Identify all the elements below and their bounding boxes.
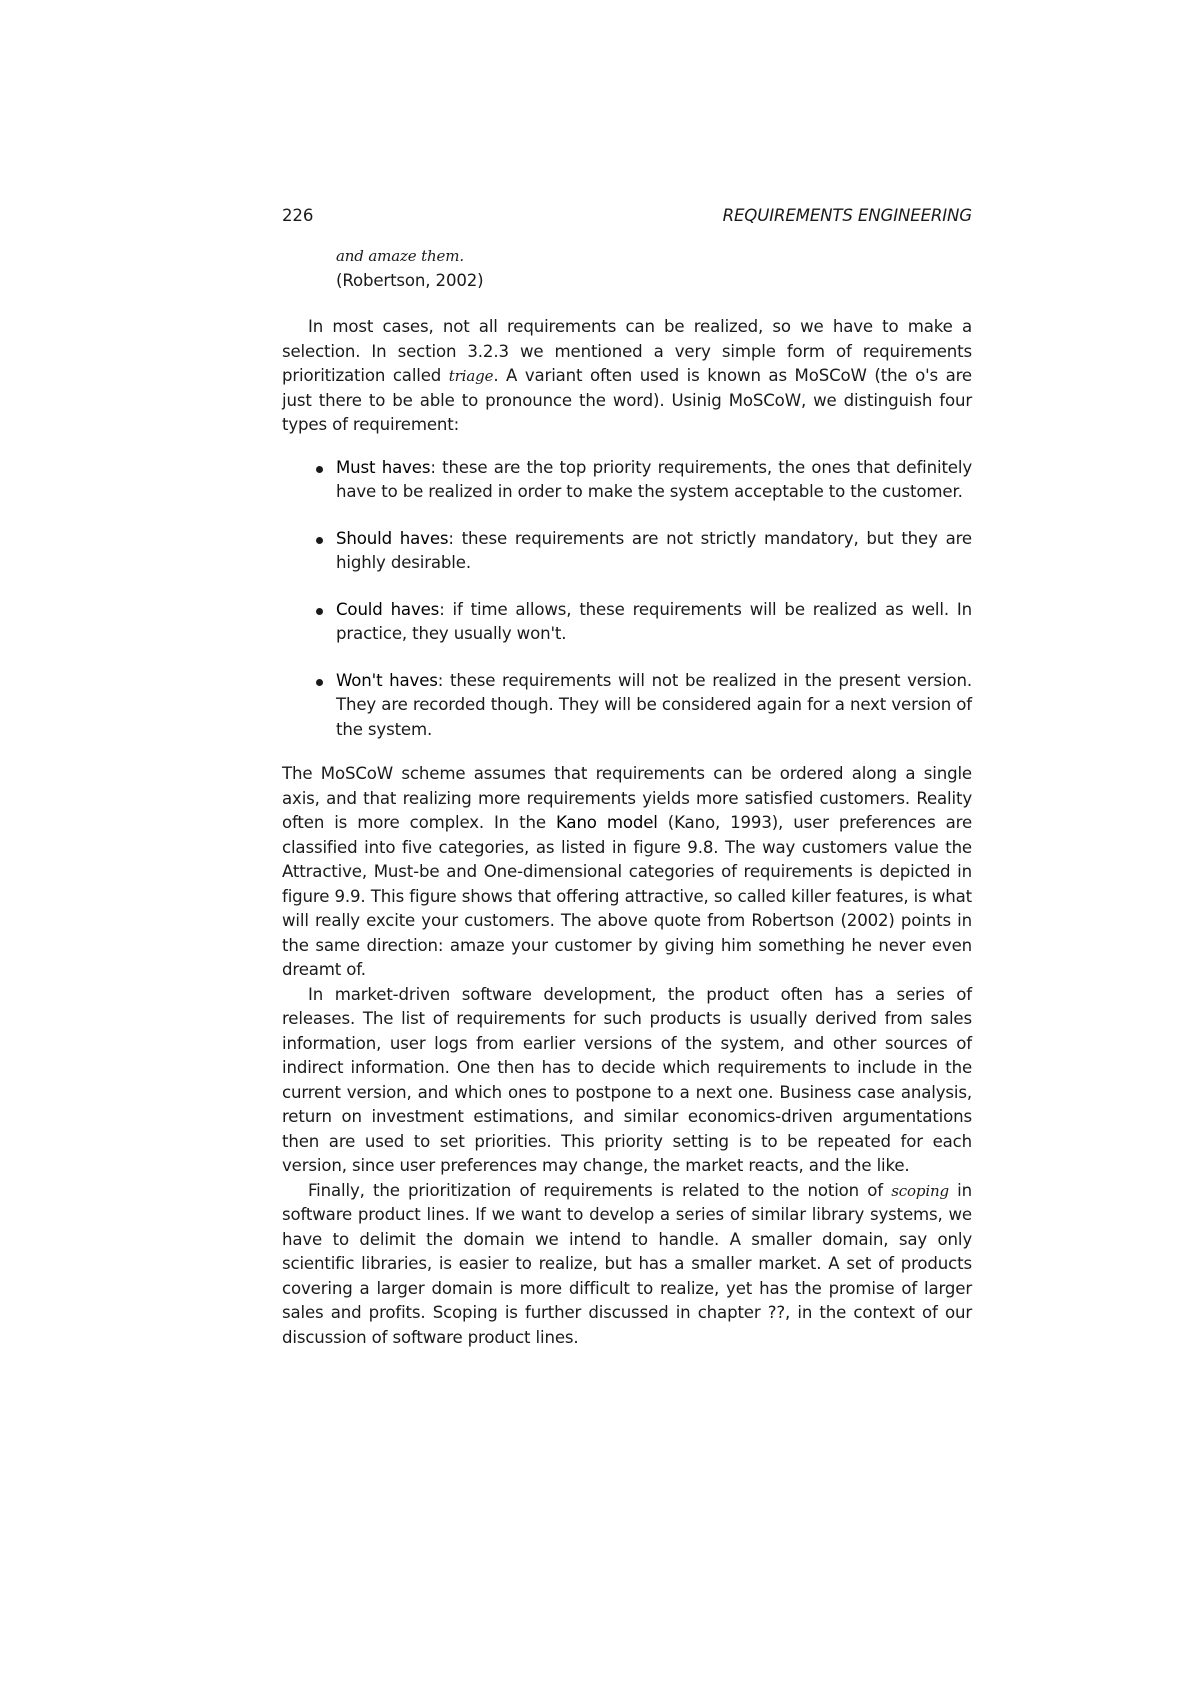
emphasis-triage: triage xyxy=(448,367,494,385)
paragraph-text: in software product lines. If we want to develop a series of similar library systems, we have to delimit the domain we intend to handle. A smaller domain, say only scientific libraries, is easier to realize, but has a smaller market. A set of products covering a larger domain is more difficult to realize, yet has the promise of larger sales and profits. Scoping is further discussed in chapter ??, in the context of our discussion of software product lines. xyxy=(282,1180,972,1347)
bullet-text: : these requirements are not strictly mandatory, but they are highly desirable. xyxy=(336,528,972,572)
chapter-title: REQUIREMENTS ENGINEERING xyxy=(722,206,972,225)
emphasis-scoping: scoping xyxy=(891,1181,949,1200)
bullet-term: Won't haves xyxy=(336,670,438,690)
paragraph-text: (Kano, 1993), user preferences are classified into five categories, as listed in figure 9.8. The way customers value the Attractive, Must-be and One-dimensional categories of requirements is depicted in figure 9.9. This figure shows that offering attractive, so called killer features, is what will really excite your customers. The above quote from Robertson (2002) points in the same direction: amaze your customer by giving him something he never even dreamt of. xyxy=(282,813,973,979)
paragraph-text: . A variant often used is known as MoSCoW (the o's are just there to be able to pronounce the word). Usinig MoSCoW, we distinguish four types of requirement: xyxy=(282,366,972,434)
bullet-text: : if time allows, these requirements will be realized as well. In practice, they usually won't. xyxy=(336,599,972,643)
page-number: 226 xyxy=(282,206,314,225)
paragraph-market-driven: In market-driven software development, the product often has a series of releases. The list of requirements for such products is usually derived from sales information, user logs from earlier versions of the system, and other sources of indirect information. One then has to decide which requirements to include in the current version, and which ones to postpone to a next one. Business case analysis, return on investment estimations, and similar economics-driven argumentations then are used to set priorities. This priority setting is to be repeated for each version, since user preferences may change, the market reacts, and the like. xyxy=(282,984,972,1175)
list-item xyxy=(282,669,972,743)
term-kano-model: Kano model xyxy=(555,813,658,832)
bullet-text: : these requirements will not be realized in the present version. They are recorded though. They will be considered again for a next version of the system. xyxy=(336,670,972,739)
bullet-term: Should haves xyxy=(336,528,449,548)
paragraph-text: The MoSCoW scheme assumes that requirements can be ordered along a single axis, and that realizing more requirements yields more satisfied customers. Reality often is more complex. In the xyxy=(282,764,972,832)
running-header xyxy=(282,204,972,230)
paragraph-scoping xyxy=(282,1179,972,1351)
bullet-icon xyxy=(316,466,323,473)
paragraph-text: Finally, the prioritization of requirements is related to the notion of xyxy=(308,1180,892,1200)
bullet-term: Must haves xyxy=(336,457,431,477)
list-item xyxy=(282,598,972,647)
epigraph-quote xyxy=(336,244,972,293)
bullet-icon xyxy=(316,679,323,686)
paragraph-kano-model xyxy=(282,762,972,983)
paragraph-moscow-intro xyxy=(282,315,972,438)
list-item xyxy=(282,456,972,505)
bullet-icon xyxy=(316,608,323,615)
list-item xyxy=(282,527,972,576)
bullet-text: : these are the top priority requirements, the ones that definitely have to be realized in order to make the system acceptable to the customer. xyxy=(336,457,973,501)
paragraph-text: In most cases, not all requirements can be realized, so we have to make a selection. In section 3.2.3 we mentioned a very simple form of requirements prioritization called xyxy=(282,317,972,385)
bullet-icon xyxy=(316,537,323,544)
quote-citation: (Robertson, 2002) xyxy=(336,270,484,290)
page-content xyxy=(282,204,972,1350)
quote-text: and amaze them. xyxy=(336,247,464,265)
bullet-term: Could haves xyxy=(336,599,440,619)
moscow-bullet-list xyxy=(282,456,972,743)
